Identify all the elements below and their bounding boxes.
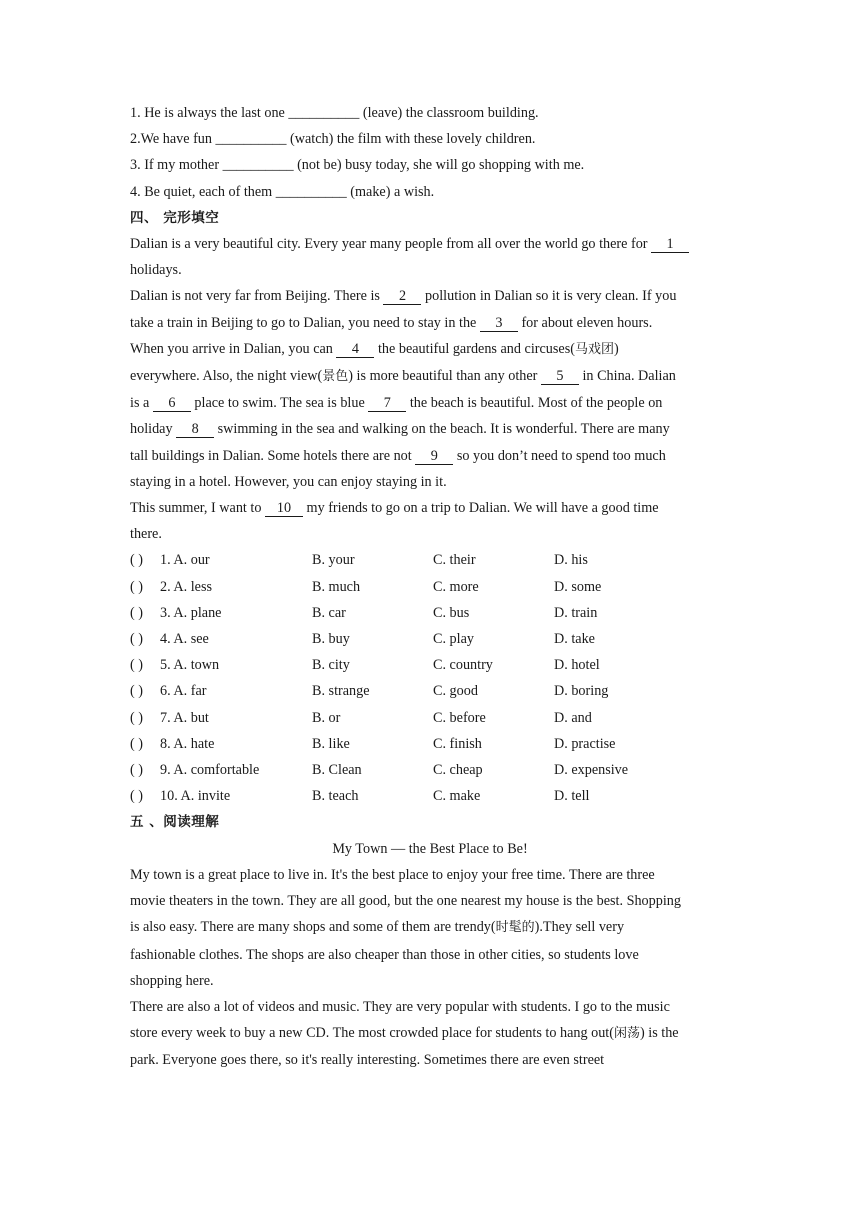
item-text: 3. If my mother xyxy=(130,157,223,174)
option-c: C. finish xyxy=(433,735,482,752)
option-b: B. buy xyxy=(312,631,350,648)
answer-paren: ( ) xyxy=(130,604,143,621)
option-c: C. before xyxy=(433,709,486,726)
exercise-item-1 xyxy=(130,100,730,126)
option-b: B. city xyxy=(312,657,350,674)
question-row xyxy=(130,626,730,652)
option-a: 3. A. plane xyxy=(160,604,222,621)
passage-text: holiday xyxy=(130,421,177,438)
item-text: (watch) the film with these lovely children. xyxy=(286,131,536,148)
cloze-blank-6: 6 xyxy=(153,395,191,412)
item-text: 2.We have fun xyxy=(130,131,216,148)
answer-paren: ( ) xyxy=(130,657,143,674)
option-a: 4. A. see xyxy=(160,631,209,648)
question-row xyxy=(130,678,730,704)
option-b: B. car xyxy=(312,604,346,621)
option-b: B. strange xyxy=(312,683,370,700)
passage-text: pollution in Dalian so it is very clean. If you xyxy=(421,288,677,305)
worksheet-page xyxy=(130,100,730,1074)
passage-line xyxy=(130,1020,730,1047)
passage-text: When you arrive in Dalian, you can xyxy=(130,340,337,357)
answer-blank: __________ xyxy=(222,157,294,174)
passage-line xyxy=(130,914,730,941)
chinese-gloss: 时髦的 xyxy=(495,920,535,936)
option-b: B. like xyxy=(312,735,350,752)
passage-line: shopping here. xyxy=(130,972,214,989)
passage-text: so you don’t need to spend too much xyxy=(453,447,666,464)
passage-text: Dalian is a very beautiful city. Every year many people from all over the world go there for xyxy=(130,236,652,253)
passage-text: ).They sell very xyxy=(534,919,625,936)
option-d: D. expensive xyxy=(554,762,629,779)
passage-text: is a xyxy=(130,395,153,412)
option-c: C. more xyxy=(433,578,479,595)
chinese-gloss: 景色 xyxy=(322,369,349,385)
passage-line: movie theaters in the town. They are all good, but the one nearest my house is the best. Shopping xyxy=(130,893,681,910)
option-d: D. train xyxy=(554,604,598,621)
cloze-blank-1: 1 xyxy=(651,236,689,253)
option-b: B. Clean xyxy=(312,762,362,779)
passage-text: place to swim. The sea is blue xyxy=(190,395,369,412)
question-row xyxy=(130,783,730,809)
exercise-item-4 xyxy=(130,179,730,205)
passage-line: fashionable clothes. The shops are also cheaper than those in other cities, so students love xyxy=(130,946,639,963)
option-b: B. or xyxy=(312,709,341,726)
option-a: 6. A. far xyxy=(160,683,207,700)
passage-text: the beach is beautiful. Most of the people on xyxy=(406,395,663,412)
option-d: D. his xyxy=(554,552,588,569)
passage-line: My town is a great place to live in. It's the best place to enjoy your free time. There are three xyxy=(130,866,655,883)
answer-paren: ( ) xyxy=(130,735,143,752)
option-c: C. good xyxy=(433,683,478,700)
passage-title: My Town — the Best Place to Be! xyxy=(332,840,528,857)
answer-paren: ( ) xyxy=(130,709,143,726)
passage-text: ) is the xyxy=(639,1025,679,1042)
option-a: 9. A. comfortable xyxy=(160,762,260,779)
option-b: B. your xyxy=(312,552,355,569)
passage-text: ) xyxy=(613,340,619,357)
option-a: 5. A. town xyxy=(160,657,220,674)
passage-line: staying in a hotel. However, you can enjoy staying in it. xyxy=(130,473,447,490)
option-d: D. take xyxy=(554,631,595,648)
passage-line xyxy=(130,363,730,390)
option-d: D. practise xyxy=(554,735,616,752)
passage-text: This summer, I want to xyxy=(130,500,265,517)
option-d: D. and xyxy=(554,709,592,726)
option-a: 8. A. hate xyxy=(160,735,215,752)
answer-paren: ( ) xyxy=(130,683,143,700)
option-d: D. boring xyxy=(554,683,609,700)
question-row xyxy=(130,600,730,626)
answer-paren: ( ) xyxy=(130,762,143,779)
answer-paren: ( ) xyxy=(130,552,143,569)
passage-text: the beautiful gardens and circuses( xyxy=(374,340,575,357)
answer-blank: __________ xyxy=(215,131,287,148)
option-c: C. play xyxy=(433,631,474,648)
passage-text: Dalian is not very far from Beijing. There is xyxy=(130,288,384,305)
passage-text: is also easy. There are many shops and some of them are trendy( xyxy=(130,919,496,936)
passage-line xyxy=(130,416,730,442)
option-c: C. cheap xyxy=(433,762,483,779)
option-c: C. country xyxy=(433,657,493,674)
cloze-blank-3: 3 xyxy=(480,315,518,332)
answer-paren: ( ) xyxy=(130,788,143,805)
passage-line xyxy=(130,283,730,309)
passage-line: there. xyxy=(130,526,162,543)
section-heading-reading: 五 、阅读理解 xyxy=(130,814,220,831)
passage-text: for about eleven hours. xyxy=(517,314,653,331)
option-c: C. make xyxy=(433,788,481,805)
passage-text: take a train in Beijing to go to Dalian, you need to stay in the xyxy=(130,314,480,331)
option-a: 10. A. invite xyxy=(160,788,231,805)
item-text: 4. Be quiet, each of them xyxy=(130,183,276,200)
passage-line: holidays. xyxy=(130,262,182,279)
question-row xyxy=(130,547,730,573)
passage-line: park. Everyone goes there, so it's really interesting. Sometimes there are even street xyxy=(130,1052,605,1069)
item-text: (not be) busy today, she will go shopping with me. xyxy=(293,157,585,174)
item-text: (leave) the classroom building. xyxy=(359,105,539,121)
option-a: 1. A. our xyxy=(160,552,210,569)
question-row xyxy=(130,652,730,678)
option-d: D. some xyxy=(554,578,602,595)
passage-line xyxy=(130,495,730,521)
exercise-item-2 xyxy=(130,126,730,152)
passage-line xyxy=(130,390,730,416)
option-c: C. their xyxy=(433,552,476,569)
section-heading-cloze: 四、 完形填空 xyxy=(130,209,220,226)
option-a: 2. A. less xyxy=(160,578,213,595)
question-row xyxy=(130,731,730,757)
cloze-blank-10: 10 xyxy=(265,500,303,517)
chinese-gloss: 马戏团 xyxy=(574,341,614,357)
passage-line xyxy=(130,336,730,363)
answer-paren: ( ) xyxy=(130,631,143,648)
answer-paren: ( ) xyxy=(130,578,143,595)
passage-text: swimming in the sea and walking on the beach. It is wonderful. There are many xyxy=(214,421,670,438)
passage-text: store every week to buy a new CD. The most crowded place for students to hang out( xyxy=(130,1025,614,1042)
cloze-blank-9: 9 xyxy=(415,448,453,465)
passage-text: tall buildings in Dalian. Some hotels there are not xyxy=(130,447,416,464)
question-row xyxy=(130,574,730,600)
cloze-blank-7: 7 xyxy=(368,395,406,412)
passage-line xyxy=(130,231,730,257)
cloze-blank-5: 5 xyxy=(541,368,579,385)
passage-line xyxy=(130,443,730,469)
option-b: B. much xyxy=(312,578,361,595)
answer-blank: __________ xyxy=(275,183,347,200)
item-text: 1. He is always the last one xyxy=(130,105,289,121)
passage-text: in China. Dalian xyxy=(578,368,676,385)
exercise-item-3 xyxy=(130,152,730,178)
question-row xyxy=(130,757,730,783)
answer-blank: __________ xyxy=(288,105,360,121)
cloze-blank-8: 8 xyxy=(176,421,214,438)
passage-text: everywhere. Also, the night view( xyxy=(130,368,323,385)
item-text: (make) a wish. xyxy=(346,183,435,200)
passage-line: There are also a lot of videos and music. They are very popular with students. I go to the music xyxy=(130,998,670,1015)
chinese-gloss: 闲荡 xyxy=(613,1026,640,1042)
passage-text: ) is more beautiful than any other xyxy=(348,368,541,385)
option-c: C. bus xyxy=(433,604,470,621)
passage-text: my friends to go on a trip to Dalian. We will have a good time xyxy=(302,500,659,517)
option-b: B. teach xyxy=(312,788,359,805)
option-a: 7. A. but xyxy=(160,709,209,726)
question-row xyxy=(130,705,730,731)
option-d: D. hotel xyxy=(554,657,600,674)
option-d: D. tell xyxy=(554,788,590,805)
cloze-blank-2: 2 xyxy=(383,288,421,305)
cloze-blank-4: 4 xyxy=(336,341,374,358)
passage-line xyxy=(130,310,730,336)
